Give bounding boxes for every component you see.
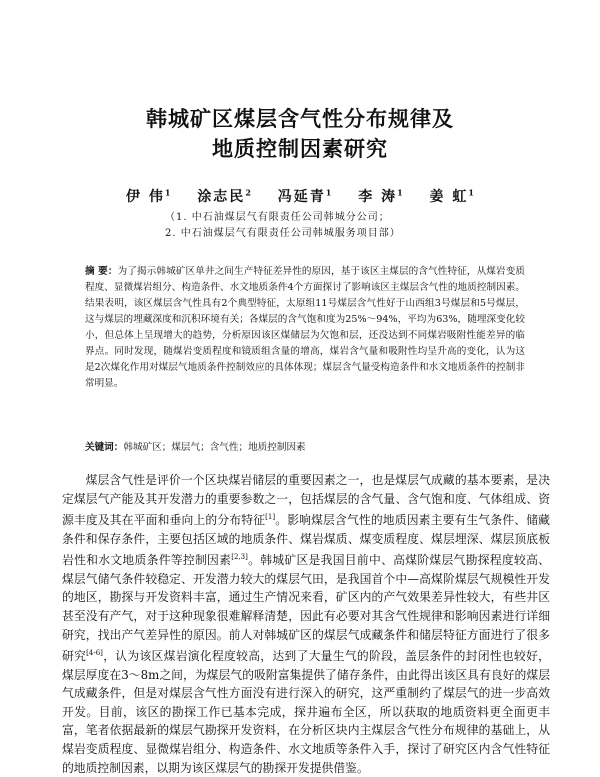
author: 伊 伟$^1$ [125, 187, 171, 205]
affiliations [165, 210, 401, 242]
author-list [0, 186, 600, 206]
abstract [85, 264, 525, 392]
body-paragraph: 煤层含气性是评价一个区块煤岩储层的重要因素之一，也是煤层气成藏的基本要素，是决定煤层气产能及其开发潜力的重要参数之一，包括煤层的含气量、含气饱和度、气体组成、资源丰度及其在平面和垂向上的分布特征[1]。影响煤层含气性的地质因素主要有生气条件、储藏条件和保存条件，主要包括区域的地质条件、煤岩煤质、煤变质程度、煤层埋深、煤层顶底板岩性和水文地质条件等控制因素[2,3]。韩城矿区是我国目前中、高煤阶煤层气勘探程度较高、煤层气储气条件较稳定、开发潜力较大的煤层气田，是我国首个中—高煤阶煤层气规模性开发的地区，勘探与开发资料丰富，通过生产情况来看，矿区内的产气效果差异性较大，有些井区甚至没有产气，对于这种现象很难解释清楚，因此有必要对其含气性规律和影响因素进行详细研究，找出产气差异性的原因。前人对韩城矿区的煤层气成藏条件和储层特征方面进行了很多研究[4-6]，认为该区煤岩演化程度较高，达到了大量生气的阶段，盖层条件的封闭性也较好，煤层厚度在3～8m之间，为煤层气的吸附富集提供了储存条件，由此得出该区具有良好的煤层气成藏条件，但是对煤层含气性方面没有进行深入的研究，这严重制约了煤层气的进一步高效开发。目前，该区的勘探工作已基本完成，探井遍布全区，所以获取的地质资料更全面更丰富，笔者依据最新的煤层气勘探开发资料，在分析区块内主煤层含气性分布规律的基础上，从煤岩变质程度、显微煤岩组分、构造条件、水文地质等条件入手，探讨了研究区内含气性特征的地质控制因素，以期为该区煤层气的勘探开发提供借鉴。 [62, 473, 550, 775]
keywords-label: 关键词： [85, 442, 124, 453]
abstract-label: 摘 要： [85, 266, 118, 277]
affiliation-2: 2. 中石油煤层气有限责任公司韩城服务项目部） [165, 228, 401, 239]
title-line-2: 地质控制因素研究 [212, 137, 388, 161]
paper-title [0, 104, 600, 164]
author: 姜 虹$^1$ [429, 187, 474, 205]
title-line-1: 韩城矿区煤层含气性分布规律及 [146, 107, 454, 131]
author: 李 涛$^1$ [358, 187, 403, 205]
citation: [1] [265, 513, 276, 522]
keywords-text: 韩城矿区；煤层气；含气性；地质控制因素 [123, 442, 306, 453]
affiliation-1: （1. 中石油煤层气有限责任公司韩城分公司； [165, 212, 390, 223]
citation: [4-6] [86, 649, 103, 658]
citation: [2,3] [231, 553, 248, 562]
abstract-text: 为了揭示韩城矿区单井之间生产特征差异性的原因，基于该区主煤层的含气性特征，从煤岩变质程度、显微煤岩组分、构造条件、水文地质条件4个方面探讨了影响该区主煤层含气性的地质控制因素。结果表明，该区煤层含气性具有2个典型特征，太原组11号煤层含气性好于山西组3号煤层和5号煤层，这与煤层的埋藏深度和沉积环境有关；各煤层的含气饱和度为25%～94%，平均为63%，随埋深变化较小，但总体上呈现增大的趋势，分析原因该区煤储层为欠饱和层，还没达到不同煤岩吸附性能差异的临界点。同时发现，随煤岩变质程度和镜质组含量的增高，煤岩含气量和吸附性均呈升高的变化，认为这是2次煤化作用对煤层气地质条件控制效应的具体体现；煤层含气量受构造条件和水文地质条件的控制非常明显。 [85, 266, 525, 389]
author: 涂志民$^2$ [197, 187, 251, 205]
author: 冯延青$^1$ [277, 187, 332, 205]
keywords [85, 440, 525, 456]
